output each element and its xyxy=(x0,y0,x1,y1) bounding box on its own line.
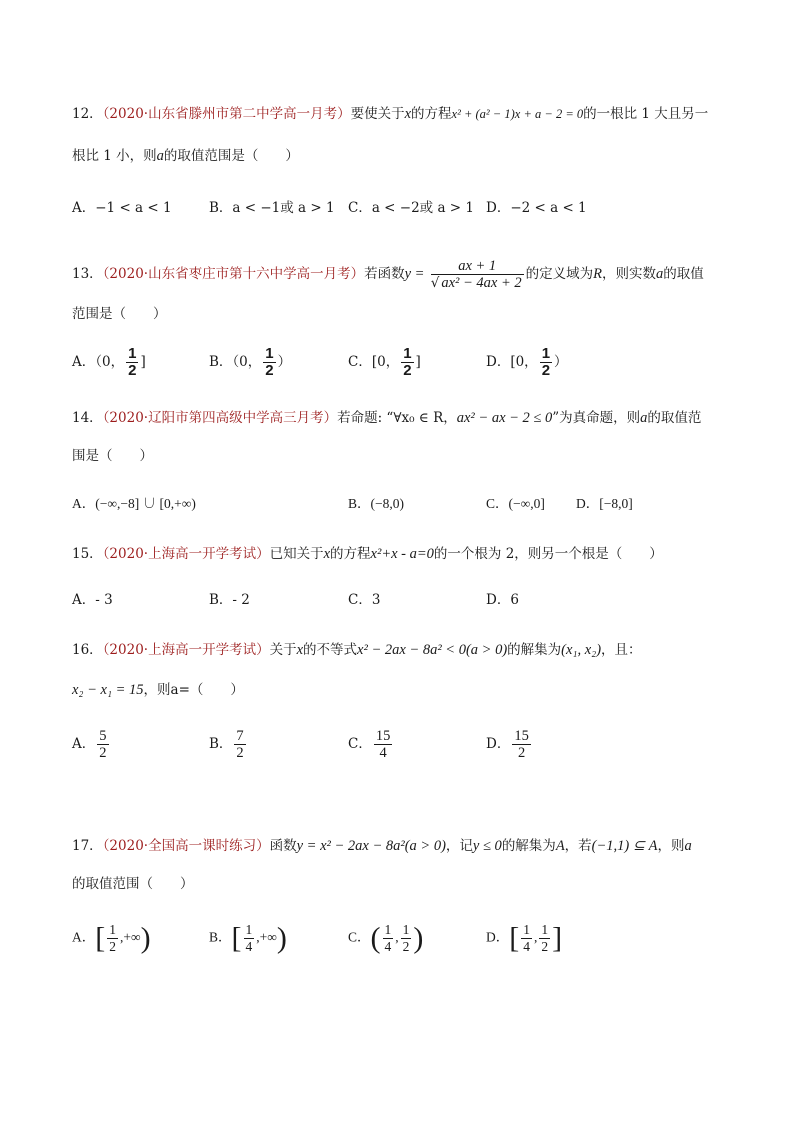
q16-text: 关于 xyxy=(269,642,297,658)
q13-fraction: $\frac{ax + 1}{\text{√ ax² − 4ax + 2}}$ xyxy=(430,258,522,291)
q17-option-a-num: 1 xyxy=(109,922,116,937)
q12-stem-line1 xyxy=(72,104,722,124)
q13-option-c-right: ] xyxy=(415,354,421,370)
q16-option-d[interactable] xyxy=(486,728,533,761)
q16-option-c-num: 15 xyxy=(375,728,391,744)
q17-text: ，记 xyxy=(445,838,473,854)
q16-option-c[interactable] xyxy=(348,728,394,761)
q17-text: 函数 xyxy=(269,838,297,854)
q17-text: ，若 xyxy=(564,838,592,854)
q13-option-d-label: D． xyxy=(486,354,511,370)
q16-text: 的不等式 xyxy=(303,642,358,658)
q17-option-a-den: 2 xyxy=(109,939,116,954)
q15-option-c[interactable]: C．3 xyxy=(348,592,381,608)
q13-option-d-num: 1 xyxy=(541,345,551,362)
q17-option-c-den1: 4 xyxy=(384,939,392,954)
q13-text: 的取值 xyxy=(663,266,704,282)
q12-option-c[interactable]: C．a < −2或 a > 1 xyxy=(348,200,474,216)
q16-text: ，则 xyxy=(143,682,171,698)
q13-option-d[interactable] xyxy=(486,346,568,379)
q16-option-b-num: 7 xyxy=(236,728,244,744)
q13-option-a-label: A． xyxy=(72,354,96,370)
q17-option-b-lbracket: [ xyxy=(231,921,242,955)
q14-text: ”为真命题，则 xyxy=(552,410,641,426)
q16-option-c-den: 4 xyxy=(379,745,387,761)
q16-set: (x₁, x₂) xyxy=(561,642,602,658)
q12-text: 要使关于 xyxy=(350,106,405,122)
q15-option-b[interactable]: B．- 2 xyxy=(209,592,250,608)
q17-option-c-den2: 2 xyxy=(402,939,410,954)
q12-source: （2020·山东省滕州市第二中学高一月考） xyxy=(102,106,351,122)
q16-stem-line2 xyxy=(72,680,722,700)
q17-option-d-label: D． xyxy=(486,929,510,945)
q16-option-b[interactable] xyxy=(209,728,248,761)
q16-condition: x₂ − x₁ = 15 xyxy=(72,682,144,698)
q14-var-a: a xyxy=(640,410,648,426)
q12-option-d[interactable]: D．−2 < a < 1 xyxy=(486,200,587,216)
q15-stem-line1 xyxy=(72,544,722,564)
q16-text: a=（ ） xyxy=(170,682,244,698)
q16-option-b-label: B． xyxy=(209,736,233,752)
q14-stem-line1 xyxy=(72,408,722,428)
q15-text: 已知关于 xyxy=(269,546,324,562)
q17-option-c-label: C． xyxy=(348,929,371,945)
q15-number: 15． xyxy=(72,546,103,562)
q17-option-a[interactable] xyxy=(72,922,151,955)
q14-text: 的取值范 xyxy=(647,410,702,426)
q17-option-d-num2: 1 xyxy=(541,922,549,937)
q17-number: 17． xyxy=(72,838,103,854)
q15-option-d[interactable]: D．6 xyxy=(486,592,519,608)
q13-stem-line2: 范围是（ ） xyxy=(72,306,167,322)
q13-option-c[interactable] xyxy=(348,346,421,379)
q12-text: 的一根比 1 大且另一 xyxy=(583,106,709,122)
q17-option-d-den2: 2 xyxy=(541,939,549,954)
q17-option-d-rbracket: ] xyxy=(552,921,563,955)
q17-option-b-den: 4 xyxy=(245,939,253,954)
q14-option-d[interactable]: D．[−8,0] xyxy=(576,496,633,511)
q17-subset: (−1,1) ⊆ A xyxy=(591,838,658,854)
q14-option-b[interactable]: B．(−8,0) xyxy=(348,496,404,511)
q14-number: 14． xyxy=(72,410,103,426)
q16-text: 的解集为 xyxy=(507,642,562,658)
q13-denominator: ax² − 4ax + 2 xyxy=(441,275,522,291)
q13-text: 若函数 xyxy=(364,266,405,282)
q13-text: ，则实数 xyxy=(602,266,657,282)
q15-text: 的一个根为 2，则另一个根是（ ） xyxy=(433,546,663,562)
q17-source: （2020·全国高一课时练习） xyxy=(102,838,270,854)
q17-option-d[interactable]: D．[ $\frac{1}{4}$ , $\frac{1}{2}$ ] xyxy=(486,921,563,955)
q17-option-d-den1: 4 xyxy=(523,939,530,954)
q17-option-b-mid: ,+∞ xyxy=(256,929,277,945)
q16-inequality: x² − 2ax − 8a² < 0(a > 0) xyxy=(357,642,508,658)
q17-function: y = x² − 2ax − 8a²(a > 0) xyxy=(296,838,446,854)
q16-number: 16． xyxy=(72,642,103,658)
q13-option-a-left: （0， xyxy=(95,354,125,370)
q12-text: 的取值范围是（ ） xyxy=(163,148,299,164)
q16-option-a-label: A． xyxy=(72,736,96,752)
q14-stem-line2: 围是（ ） xyxy=(72,448,153,464)
q13-stem-line1 xyxy=(72,258,722,291)
q17-option-b-label: B． xyxy=(209,929,232,945)
q17-stem-line1 xyxy=(72,836,722,856)
q13-option-b-left: （0， xyxy=(232,354,262,370)
q16-var-x: x xyxy=(296,642,304,658)
q13-numerator: ax + 1 xyxy=(431,258,524,275)
q17-option-d-lbracket: [ xyxy=(509,921,520,955)
q16-text: ，且： xyxy=(601,642,642,658)
q13-func-y: y = xyxy=(404,266,425,282)
q12-option-a[interactable]: A．−1 < a < 1 xyxy=(72,200,172,216)
q13-option-a-right: ] xyxy=(140,354,146,370)
q16-option-a-den: 2 xyxy=(99,745,107,761)
q17-option-c[interactable]: C．( $\frac{1}{4}$ , $\frac{1}{2}$ ) xyxy=(348,921,424,955)
q15-source: （2020·上海高一开学考试） xyxy=(102,546,270,562)
q16-source: （2020·上海高一开学考试） xyxy=(102,642,270,658)
q14-option-c[interactable]: C．(−∞,0] xyxy=(486,496,545,511)
q13-text: 的定义域为 xyxy=(525,266,594,282)
q13-option-b[interactable] xyxy=(209,346,291,379)
q16-option-a-num: 5 xyxy=(99,728,107,744)
q13-option-c-num: 1 xyxy=(403,345,412,362)
q17-option-b-num: 1 xyxy=(245,922,253,937)
q16-option-d-den: 2 xyxy=(517,745,526,761)
q17-text: ，则 xyxy=(657,838,685,854)
q13-option-b-den: 2 xyxy=(265,362,274,379)
q16-option-d-label: D． xyxy=(486,736,511,752)
q15-var-x: x xyxy=(323,546,331,562)
q16-option-d-num: 15 xyxy=(514,728,529,744)
q14-text: 若命题: “∀x₀ ∈ R， xyxy=(337,410,457,426)
q17-option-a-rbracket: ) xyxy=(140,921,151,955)
q16-stem-line1 xyxy=(72,640,722,660)
q13-option-d-left: [0， xyxy=(510,354,538,370)
q15-option-a[interactable]: A．- 3 xyxy=(72,592,113,608)
q13-option-b-label: B． xyxy=(209,354,233,370)
q17-var-a: a xyxy=(684,838,692,854)
q13-option-d-den: 2 xyxy=(541,362,551,379)
q15-text: 的方程 xyxy=(330,546,371,562)
q13-option-a-num: 1 xyxy=(128,345,137,362)
q13-option-c-label: C． xyxy=(348,354,372,370)
q13-option-b-num: 1 xyxy=(265,345,274,362)
q13-var-r: R xyxy=(593,266,603,282)
q13-source: （2020·山东省枣庄市第十六中学高一月考） xyxy=(102,266,365,282)
q17-var-a-set: A xyxy=(555,838,565,854)
q13-number: 13． xyxy=(72,266,103,282)
q16-option-c-label: C． xyxy=(348,736,372,752)
q17-text: 的解集为 xyxy=(501,838,556,854)
q17-option-b-rbracket: ) xyxy=(276,921,287,955)
q17-option-c-lbracket: ( xyxy=(370,921,381,955)
q14-source: （2020·辽阳市第四高级中学高三月考） xyxy=(102,410,338,426)
q12-option-b[interactable]: B．a < −1或 a > 1 xyxy=(209,200,335,216)
q17-condition: y ≤ 0 xyxy=(472,838,502,854)
q17-option-d-num1: 1 xyxy=(523,922,530,937)
q16-option-b-den: 2 xyxy=(236,745,244,761)
q14-option-a[interactable]: A．(−∞,−8] ∪ [0,+∞) xyxy=(72,496,196,511)
q13-var-a: a xyxy=(656,266,664,282)
q12-text: 根比 1 小，则 xyxy=(72,148,157,164)
q15-equation: x²+x - a=0 xyxy=(370,546,434,562)
q13-option-c-den: 2 xyxy=(403,362,412,379)
q12-var-a: a xyxy=(156,148,164,164)
q17-option-c-num2: 1 xyxy=(402,922,410,937)
q14-equation: ax² − ax − 2 ≤ 0 xyxy=(456,410,553,426)
q13-option-d-right: ） xyxy=(554,354,568,370)
q17-option-c-rbracket: ) xyxy=(413,921,424,955)
q12-number: 12． xyxy=(72,106,103,122)
q16-option-a[interactable] xyxy=(72,728,111,761)
q17-option-b[interactable] xyxy=(209,922,287,955)
q17-option-a-lbracket: [ xyxy=(95,921,106,955)
q17-option-a-label: A． xyxy=(72,929,96,945)
q17-option-a-mid: ,+∞ xyxy=(120,929,141,945)
q12-text: 的方程 xyxy=(411,106,452,122)
q13-option-c-left: [0， xyxy=(371,354,400,370)
q17-stem-line2: 的取值范围（ ） xyxy=(72,876,194,892)
q12-stem-line2 xyxy=(72,146,722,166)
q13-option-b-right: ） xyxy=(277,354,292,370)
q13-option-a-den: 2 xyxy=(128,362,137,379)
q12-var-x: x xyxy=(404,106,412,122)
q13-option-a[interactable] xyxy=(72,346,146,379)
q17-option-c-num1: 1 xyxy=(384,922,392,937)
q12-equation: x² + (a² − 1)x + a − 2 = 0 xyxy=(451,107,584,121)
